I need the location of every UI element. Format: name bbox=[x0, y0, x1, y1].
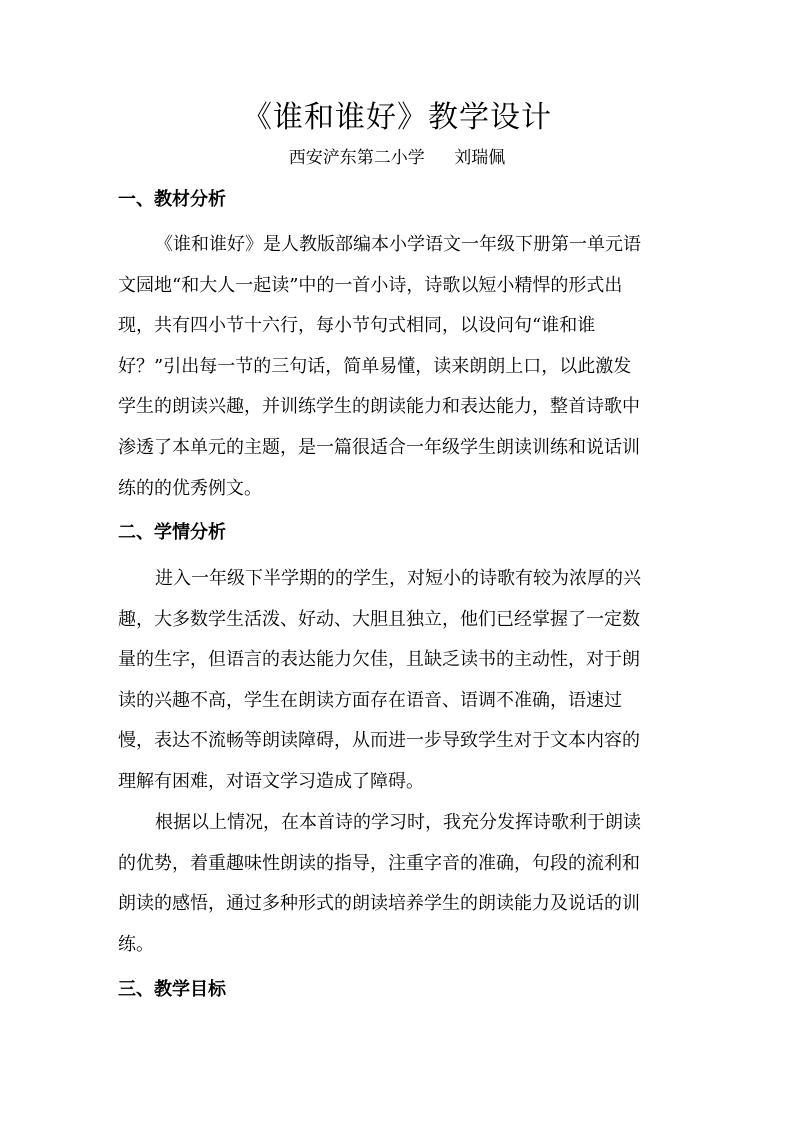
school-name: 西安浐东第二小学 bbox=[288, 148, 425, 168]
paragraph-line: 练的的优秀例文。 bbox=[118, 477, 262, 499]
paragraph-line: 量的生字，但语言的表达能力欠佳，且缺乏读书的主动性，对于朗 bbox=[118, 649, 640, 671]
paragraph-line: 文园地“和大人一起读”中的一首小诗，诗歌以短小精悍的形式出 bbox=[118, 274, 623, 296]
paragraph-line: 好？”引出每一节的三句话，简单易懂，读来朗朗上口，以此激发 bbox=[118, 355, 632, 377]
section-2-paragraph-2 bbox=[118, 803, 678, 965]
paragraph-line: 学生的朗读兴趣，并训练学生的朗读能力和表达能力，整首诗歌中 bbox=[118, 396, 640, 418]
section-2-paragraph-1 bbox=[118, 559, 678, 803]
paragraph-line: 读的兴趣不高，学生在朗读方面存在语音、语调不准确，语速过 bbox=[118, 689, 622, 711]
paragraph-line: 《谁和谁好》是人教版部编本小学语文一年级下册第一单元语 bbox=[155, 234, 641, 255]
paragraph-line: 慢，表达不流畅等朗读障碍，从而进一步导致学生对于文本内容的 bbox=[118, 730, 640, 752]
section-1-paragraph-1 bbox=[118, 225, 678, 509]
paragraph-line: 渗透了本单元的主题，是一篇很适合一年级学生朗读训练和说话训 bbox=[118, 436, 640, 458]
paragraph-line: 现，共有四小节十六行，每小节句式相同，以设问句“谁和谁 bbox=[118, 315, 596, 337]
paragraph-line: 趣，大多数学生活泼、好动、大胆且独立，他们已经掌握了一定数 bbox=[118, 608, 640, 630]
paragraph-line: 朗读的感悟，通过多种形式的朗读培养学生的朗读能力及说话的训 bbox=[118, 893, 640, 915]
paragraph-line: 根据以上情况，在本首诗的学习时，我充分发挥诗歌利于朗读 bbox=[155, 812, 641, 833]
document-title: 《谁和谁好》教学设计 bbox=[242, 100, 552, 135]
author-name: 刘瑞佩 bbox=[454, 148, 506, 168]
author-line bbox=[0, 144, 794, 172]
section-heading-teaching-objectives: 三、教学目标 bbox=[118, 979, 226, 1000]
paragraph-line: 练。 bbox=[118, 933, 154, 955]
paragraph-line: 进入一年级下半学期的的学生，对短小的诗歌有较为浓厚的兴 bbox=[155, 568, 641, 589]
paragraph-line: 的优势，着重趣味性朗读的指导，注重字音的准确，句段的流利和 bbox=[118, 852, 640, 874]
section-heading-learner-analysis: 二、学情分析 bbox=[118, 522, 226, 543]
section-heading-textbook-analysis: 一、教材分析 bbox=[118, 189, 226, 210]
paragraph-line: 理解有困难，对语文学习造成了障碍。 bbox=[118, 770, 424, 792]
